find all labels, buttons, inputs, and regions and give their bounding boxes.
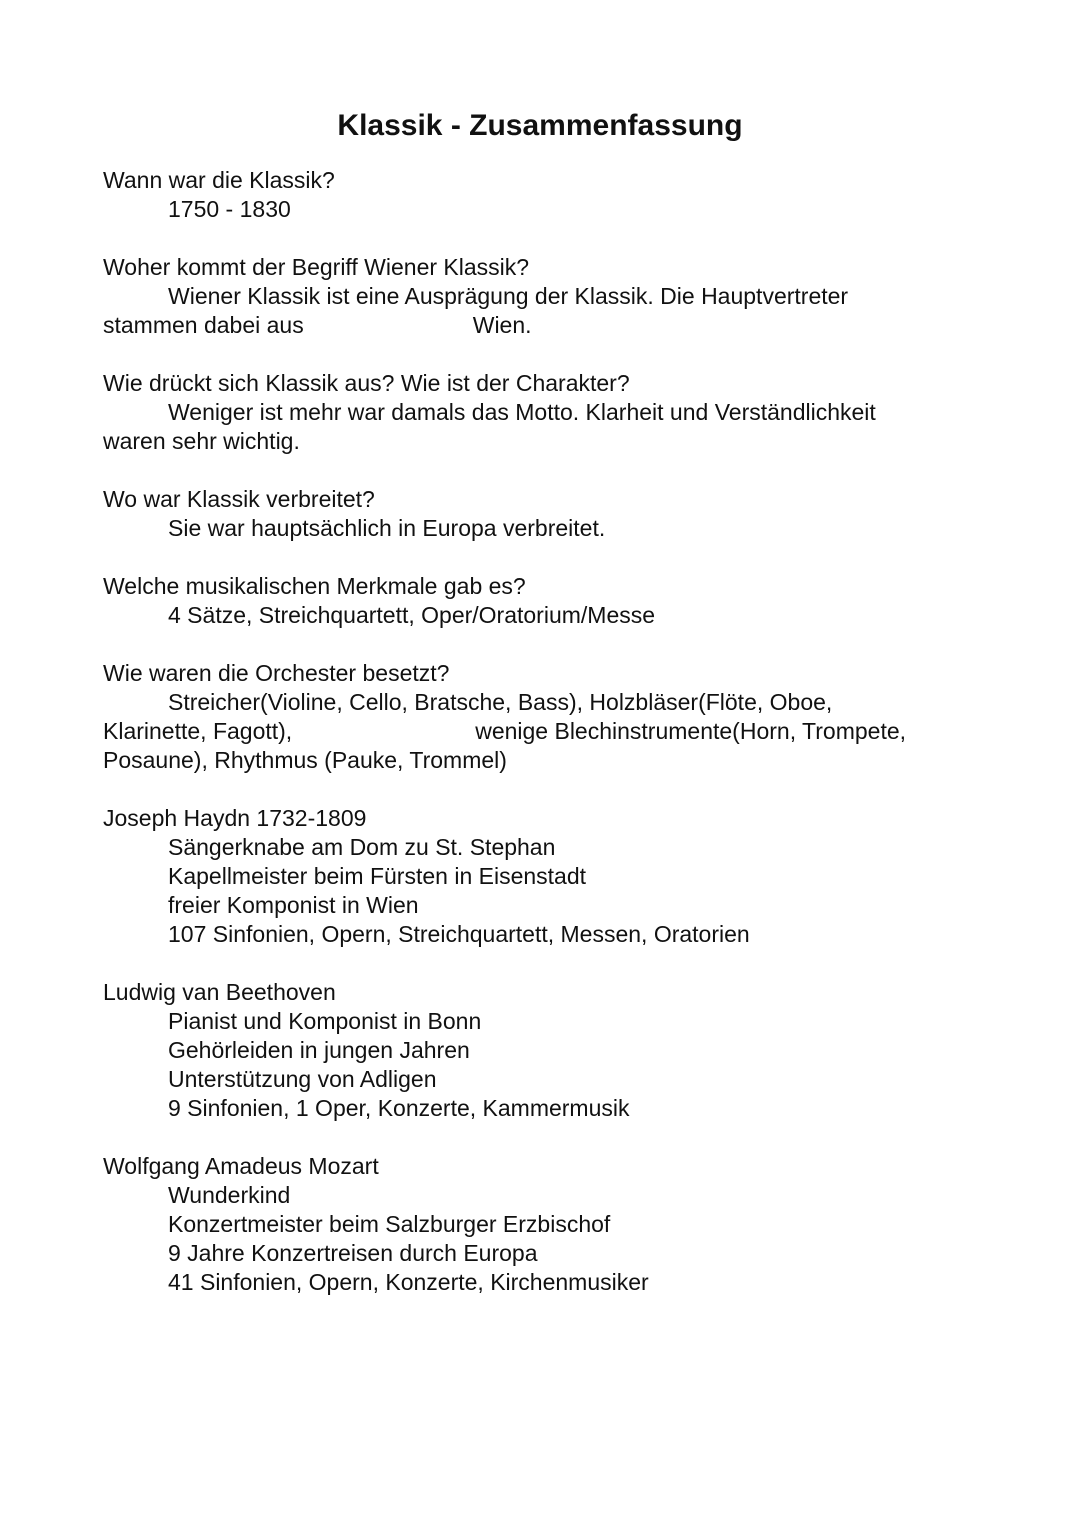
list-item: Pianist und Komponist in Bonn: [168, 1008, 482, 1034]
section-spread: [103, 485, 983, 543]
question-term: Woher kommt der Begriff Wiener Klassik?: [103, 254, 530, 280]
answer-term-line-2: [103, 311, 983, 340]
question-orchestra: Wie waren die Orchester besetzt?: [103, 660, 450, 686]
list-item: Gehörleiden in jungen Jahren: [168, 1037, 470, 1063]
list-item: Sängerknabe am Dom zu St. Stephan: [168, 834, 556, 860]
answer-term-part-a: stammen dabei aus: [103, 312, 304, 338]
list-item: 107 Sinfonien, Opern, Streichquartett, Messen, Oratorien: [168, 921, 750, 947]
section-features: [103, 572, 983, 630]
list-item: Kapellmeister beim Fürsten in Eisenstadt: [168, 863, 587, 889]
question-spread: Wo war Klassik verbreitet?: [103, 486, 375, 512]
composer-heading-haydn: Joseph Haydn 1732-1809: [103, 805, 367, 831]
section-beethoven: [103, 978, 983, 1123]
answer-orchestra-part-b: wenige Blechinstrumente(Horn, Trompete,: [475, 718, 907, 744]
section-mozart: [103, 1152, 983, 1297]
answer-orchestra-part-a: Klarinette, Fagott),: [103, 718, 293, 744]
list-item: Unterstützung von Adligen: [168, 1066, 437, 1092]
composer-heading-mozart: Wolfgang Amadeus Mozart: [103, 1153, 379, 1179]
list-item: freier Komponist in Wien: [168, 892, 419, 918]
section-orchestra: [103, 659, 983, 775]
section-term: [103, 253, 983, 340]
page-title: Klassik - Zusammenfassung: [337, 109, 743, 142]
list-item: Konzertmeister beim Salzburger Erzbischof: [168, 1211, 611, 1237]
question-features: Welche musikalischen Merkmale gab es?: [103, 573, 526, 599]
answer-features: 4 Sätze, Streichquartett, Oper/Oratorium/Messe: [168, 602, 656, 628]
answer-character-line-2: waren sehr wichtig.: [103, 428, 300, 454]
composer-heading-beethoven: Ludwig van Beethoven: [103, 979, 336, 1005]
answer-when: 1750 - 1830: [168, 196, 291, 222]
answer-orchestra-line-2: [103, 717, 983, 746]
document-body: [103, 166, 983, 1326]
list-item: 9 Sinfonien, 1 Oper, Konzerte, Kammermusik: [168, 1095, 630, 1121]
list-item: 9 Jahre Konzertreisen durch Europa: [168, 1240, 538, 1266]
question-character: Wie drückt sich Klassik aus? Wie ist der Charakter?: [103, 370, 630, 396]
section-when: [103, 166, 983, 224]
section-haydn: [103, 804, 983, 949]
answer-term-part-b: Wien.: [472, 312, 532, 338]
answer-orchestra-line-1: Streicher(Violine, Cello, Bratsche, Bass), Holzbläser(Flöte, Oboe,: [168, 689, 833, 715]
answer-orchestra-line-3: Posaune), Rhythmus (Pauke, Trommel): [103, 747, 507, 773]
list-item: Wunderkind: [168, 1182, 291, 1208]
section-character: [103, 369, 983, 456]
question-when: Wann war die Klassik?: [103, 167, 335, 193]
answer-character-line-1: Weniger ist mehr war damals das Motto. Klarheit und Verständlichkeit: [168, 399, 876, 425]
list-item: 41 Sinfonien, Opern, Konzerte, Kirchenmusiker: [168, 1269, 649, 1295]
answer-spread: Sie war hauptsächlich in Europa verbreitet.: [168, 515, 606, 541]
answer-term-line-1: Wiener Klassik ist eine Ausprägung der Klassik. Die Hauptvertreter: [168, 283, 849, 309]
